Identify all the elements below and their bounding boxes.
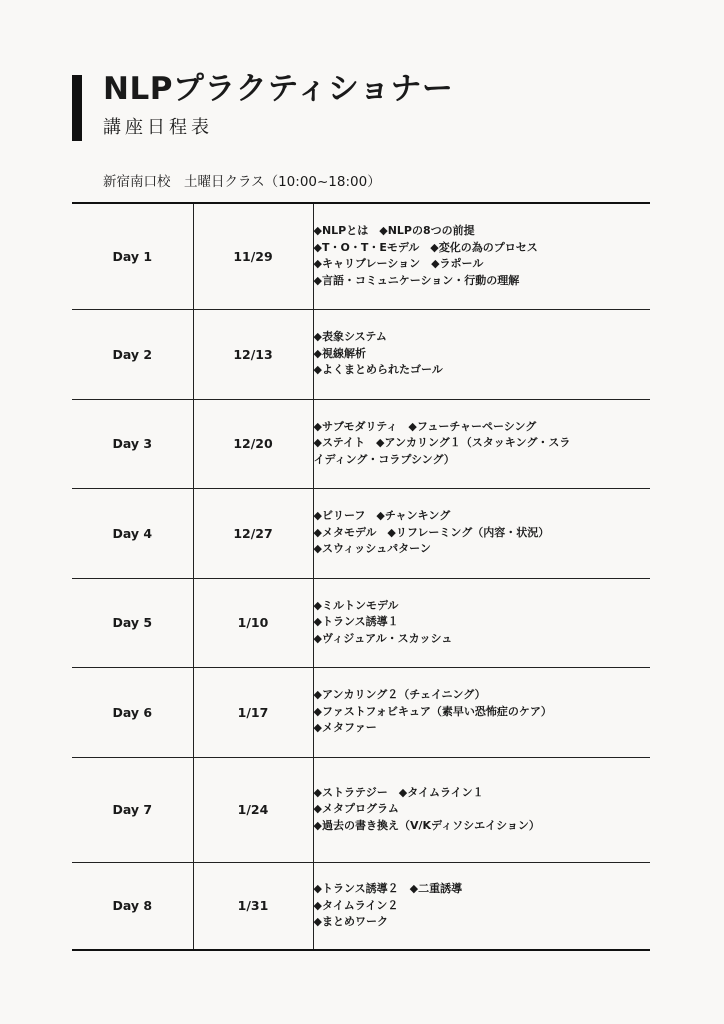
page-subtitle: 講座日程表	[103, 117, 213, 138]
day-label: Day 1	[72, 203, 193, 309]
topic-line: ◆トランス誘導１	[313, 615, 399, 629]
schedule-row	[72, 399, 650, 488]
schedule-row	[72, 578, 650, 667]
topics-cell	[313, 757, 650, 862]
topic-line: ◆スウィッシュパターン	[313, 542, 431, 556]
topic-line: ◆T・O・T・Eモデル ◆変化の為のプロセス	[313, 240, 538, 254]
schedule-row	[72, 862, 650, 950]
day-label: Day 8	[72, 862, 193, 950]
date-label: 12/27	[193, 488, 313, 578]
topic-line: ◆トランス誘導２ ◆二重誘導	[313, 882, 463, 895]
schedule-table	[72, 202, 650, 951]
date-label: 12/13	[193, 309, 313, 399]
schedule-row	[72, 309, 650, 399]
topic-line: イディング・コラプシング）	[313, 452, 455, 466]
topic-line: ◆メタプログラム	[313, 802, 399, 816]
page-title: NLPプラクティショナー	[103, 71, 454, 107]
topic-line: ◆タイムライン２	[313, 898, 399, 912]
topic-line: ◆ビリーフ ◆チャンキング	[313, 509, 451, 523]
topic-line: ◆言語・コミュニケーション・行動の理解	[313, 273, 520, 287]
day-label: Day 3	[72, 399, 193, 488]
day-label: Day 5	[72, 578, 193, 667]
topic-line: ◆まとめワーク	[313, 915, 388, 928]
title-accent-bar	[72, 75, 82, 141]
day-label: Day 4	[72, 488, 193, 578]
topic-line: ◆サブモダリティ ◆フューチャーペーシング	[313, 419, 537, 433]
topic-line: ◆ヴィジュアル・スカッシュ	[313, 631, 453, 645]
topic-line: ◆ステイト ◆アンカリング１（スタッキング・スラ	[313, 436, 571, 450]
topic-line: ◆NLPとは ◆NLPの8つの前提	[313, 224, 475, 238]
date-label: 1/17	[193, 667, 313, 757]
topics-cell	[313, 309, 650, 399]
date-label: 12/20	[193, 399, 313, 488]
schedule-row	[72, 203, 650, 309]
day-label: Day 6	[72, 667, 193, 757]
topics-cell	[313, 203, 650, 309]
topic-line: ◆ストラテジー ◆タイムライン１	[313, 785, 484, 799]
topic-line: ◆メタモデル ◆リフレーミング（内容・状況）	[313, 525, 550, 539]
date-label: 1/31	[193, 862, 313, 950]
date-label: 1/10	[193, 578, 313, 667]
topic-line: ◆過去の書き換え（V/Kディソシエイション）	[313, 818, 540, 832]
class-info: 新宿南口校 土曜日クラス（10:00~18:00）	[103, 174, 381, 190]
topic-line: ◆キャリブレーション ◆ラポール	[313, 257, 484, 271]
topics-cell	[313, 399, 650, 488]
schedule-row	[72, 757, 650, 862]
topics-cell	[313, 862, 650, 950]
topic-line: ◆ファストフォビキュア（素早い恐怖症のケア）	[313, 704, 552, 718]
topics-cell	[313, 488, 650, 578]
topic-line: ◆ミルトンモデル	[313, 598, 399, 612]
topic-line: ◆アンカリング２（チェイニング）	[313, 688, 486, 702]
date-label: 1/24	[193, 757, 313, 862]
topics-cell	[313, 578, 650, 667]
date-label: 11/29	[193, 203, 313, 309]
topic-line: ◆メタファー	[313, 721, 377, 735]
topics-cell	[313, 667, 650, 757]
day-label: Day 7	[72, 757, 193, 862]
topic-line: ◆表象システム	[313, 330, 387, 344]
schedule-row	[72, 667, 650, 757]
topic-line: ◆よくまとめられたゴール	[313, 363, 443, 377]
topic-line: ◆視線解析	[313, 346, 366, 360]
schedule-row	[72, 488, 650, 578]
day-label: Day 2	[72, 309, 193, 399]
